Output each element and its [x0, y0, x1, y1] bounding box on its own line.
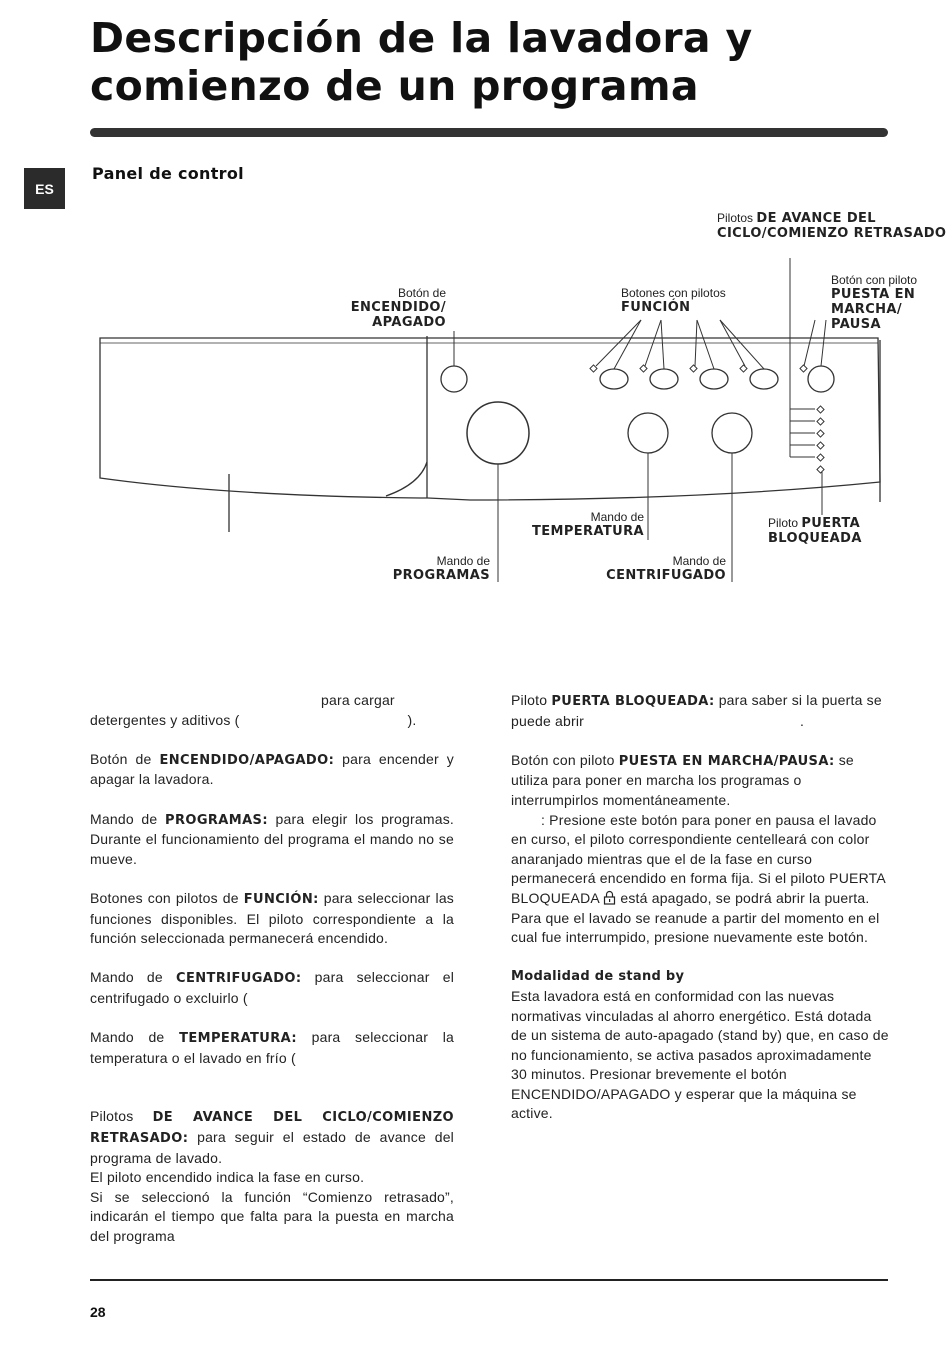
function-button-1-shape	[600, 369, 628, 389]
spin-knob-shape	[712, 413, 752, 453]
para-door-bold: PUERTA BLOQUEADA:	[551, 694, 715, 709]
para-programs-text: para elegir los programas. Durante el funcionamiento del programa el mando no se mueve.	[90, 810, 454, 867]
para-door-end: .	[800, 712, 805, 729]
para-door	[511, 691, 889, 731]
para-onoff-text: para encender y apagar la lavadora.	[90, 750, 455, 788]
para-spin-prefix: Mando de	[90, 969, 163, 986]
para-start-text: se utiliza para poner en marcha los programas o interrumpirlos momentáneamente.	[511, 751, 854, 808]
para-cycle-prefix: Pilotos	[90, 1108, 134, 1125]
para-pause-a: : Presione este botón para poner en pausa el lavado en curso, el piloto correspondiente centelleará con color anaranjado mientras que el de la fase en curso permanecerá encendido en forma fija. Si el piloto PUERTA BLOQUEADA	[511, 811, 886, 906]
para-start-prefix: Botón con piloto	[511, 751, 615, 768]
label-programs-small: Mando de	[436, 554, 490, 568]
function-button-2-shape	[650, 369, 678, 389]
program-knob-shape	[467, 402, 529, 464]
page-title-line2: comienzo de un programa	[90, 62, 699, 110]
para-detergent	[90, 691, 454, 730]
standby-heading: Modalidad de stand by	[511, 969, 685, 985]
language-tab: ES	[24, 168, 65, 209]
label-temperature	[494, 511, 644, 539]
onoff-button-shape	[441, 366, 467, 392]
label-spin	[576, 555, 726, 583]
para-spin-bold: CENTRIFUGADO:	[176, 971, 302, 987]
label-spin-small: Mando de	[672, 554, 726, 568]
para-cycle-bold: DE AVANCE DEL CICLO/COMIENZO RETRASADO:	[90, 1110, 455, 1147]
label-door-small: Piloto	[768, 516, 799, 530]
para-detergent-c: ).	[407, 711, 417, 728]
footer-rule	[90, 1279, 888, 1281]
label-cycle-leds	[717, 211, 950, 241]
label-function-small: Botones con pilotos	[621, 286, 726, 300]
page-number: 28	[90, 1304, 106, 1320]
para-temperature-bold: TEMPERATURA:	[179, 1031, 297, 1047]
label-programs-bold: PROGRAMAS	[392, 568, 490, 583]
label-onoff-small: Botón de	[397, 286, 446, 300]
page-title-line1: Descripción de la lavadora y	[90, 14, 753, 62]
label-start-bold3: PAUSA	[831, 317, 881, 332]
label-door-bold2: BLOQUEADA	[768, 531, 862, 546]
label-door	[768, 516, 862, 546]
para-spin	[90, 968, 454, 1008]
para-temperature	[90, 1028, 454, 1068]
para-door-prefix: Piloto	[511, 692, 548, 708]
label-function	[621, 287, 726, 315]
left-column	[90, 691, 454, 1266]
lock-icon	[603, 890, 616, 905]
right-column	[511, 691, 889, 1144]
para-function-text: para seleccionar las funciones disponibles. El piloto correspondiente a la función seleccionada permanecerá encendido.	[90, 889, 455, 947]
para-cycle-line2: El piloto encendido indica la fase en curso.	[90, 1169, 365, 1186]
label-door-bold1: PUERTA	[801, 516, 861, 531]
para-programs-bold: PROGRAMAS:	[165, 812, 268, 828]
label-onoff-bold1: ENCENDIDO/	[350, 300, 446, 315]
label-programs	[340, 555, 490, 583]
para-detergent-a: para cargar	[321, 692, 395, 708]
para-door-text: para saber si la puerta se puede abrir	[511, 692, 882, 729]
label-spin-bold: CENTRIFUGADO	[606, 568, 726, 583]
para-cycle	[90, 1107, 454, 1246]
label-cycle-small: Pilotos	[717, 211, 754, 225]
standby-text: Esta lavadora está en conformidad con las nuevas normativas vinculadas al ahorro energético. Está dotada de un sistema de auto-apagado (stand by) que, en caso de no funcionamiento, se activa pasados aproximadamente 30 minutos. Presionar brevemente el botón ENCENDIDO/APAGADO y esperar que la máquina se active.	[511, 987, 889, 1122]
label-function-bold: FUNCIÓN	[621, 300, 691, 315]
para-temperature-prefix: Mando de	[90, 1029, 165, 1046]
label-temperature-small: Mando de	[590, 510, 644, 524]
section-heading: Panel de control	[92, 164, 244, 183]
para-function-prefix: Botones con pilotos de	[90, 889, 239, 906]
para-pause-b: está apagado, se podrá abrir la puerta.	[620, 889, 870, 906]
para-function-bold: FUNCIÓN:	[243, 891, 319, 907]
para-cycle-text: para seguir el estado de avance del programa de lavado.	[90, 1129, 454, 1166]
para-start	[511, 751, 889, 811]
para-onoff-prefix: Botón de	[90, 750, 152, 767]
para-function	[90, 889, 454, 949]
label-start-small: Botón con piloto	[831, 273, 918, 287]
temperature-knob-shape	[628, 413, 668, 453]
para-spin-text: para seleccionar el centrifugado o excluirlo (	[90, 969, 455, 1006]
drawer-curve	[386, 462, 427, 496]
para-onoff	[90, 750, 454, 790]
label-start	[831, 274, 939, 332]
para-programs-prefix: Mando de	[90, 810, 158, 827]
function-button-3-shape	[700, 369, 728, 389]
label-start-bold1: PUESTA EN	[831, 287, 916, 302]
label-cycle-bold: DE AVANCE DEL CICLO/COMIENZO RETRASADO	[717, 211, 947, 241]
para-onoff-bold: ENCENDIDO/APAGADO:	[159, 752, 335, 768]
function-button-4-shape	[750, 369, 778, 389]
label-temperature-bold: TEMPERATURA	[531, 524, 644, 539]
para-pause-c: Para que el lavado se reanude a partir del momento en el cual fue interrumpido, presione nuevamente este botón.	[511, 909, 880, 946]
label-onoff-bold2: APAGADO	[372, 315, 446, 330]
label-onoff	[330, 287, 446, 330]
start-button-shape	[808, 366, 834, 392]
para-start-bold: PUESTA EN MARCHA/PAUSA:	[618, 753, 835, 769]
para-programs	[90, 810, 454, 870]
para-temperature-text: para seleccionar la temperatura o el lavado en frío (	[90, 1029, 454, 1066]
para-detergent-b: detergentes y aditivos (	[90, 711, 240, 728]
label-start-bold2: MARCHA/	[831, 302, 903, 317]
para-cycle-line3: Si se seleccionó la función “Comienzo retrasado”, indicarán el tiempo que falta para la puesta en marcha del programa	[90, 1188, 454, 1245]
para-pause	[511, 811, 889, 948]
panel-outline	[100, 338, 880, 500]
